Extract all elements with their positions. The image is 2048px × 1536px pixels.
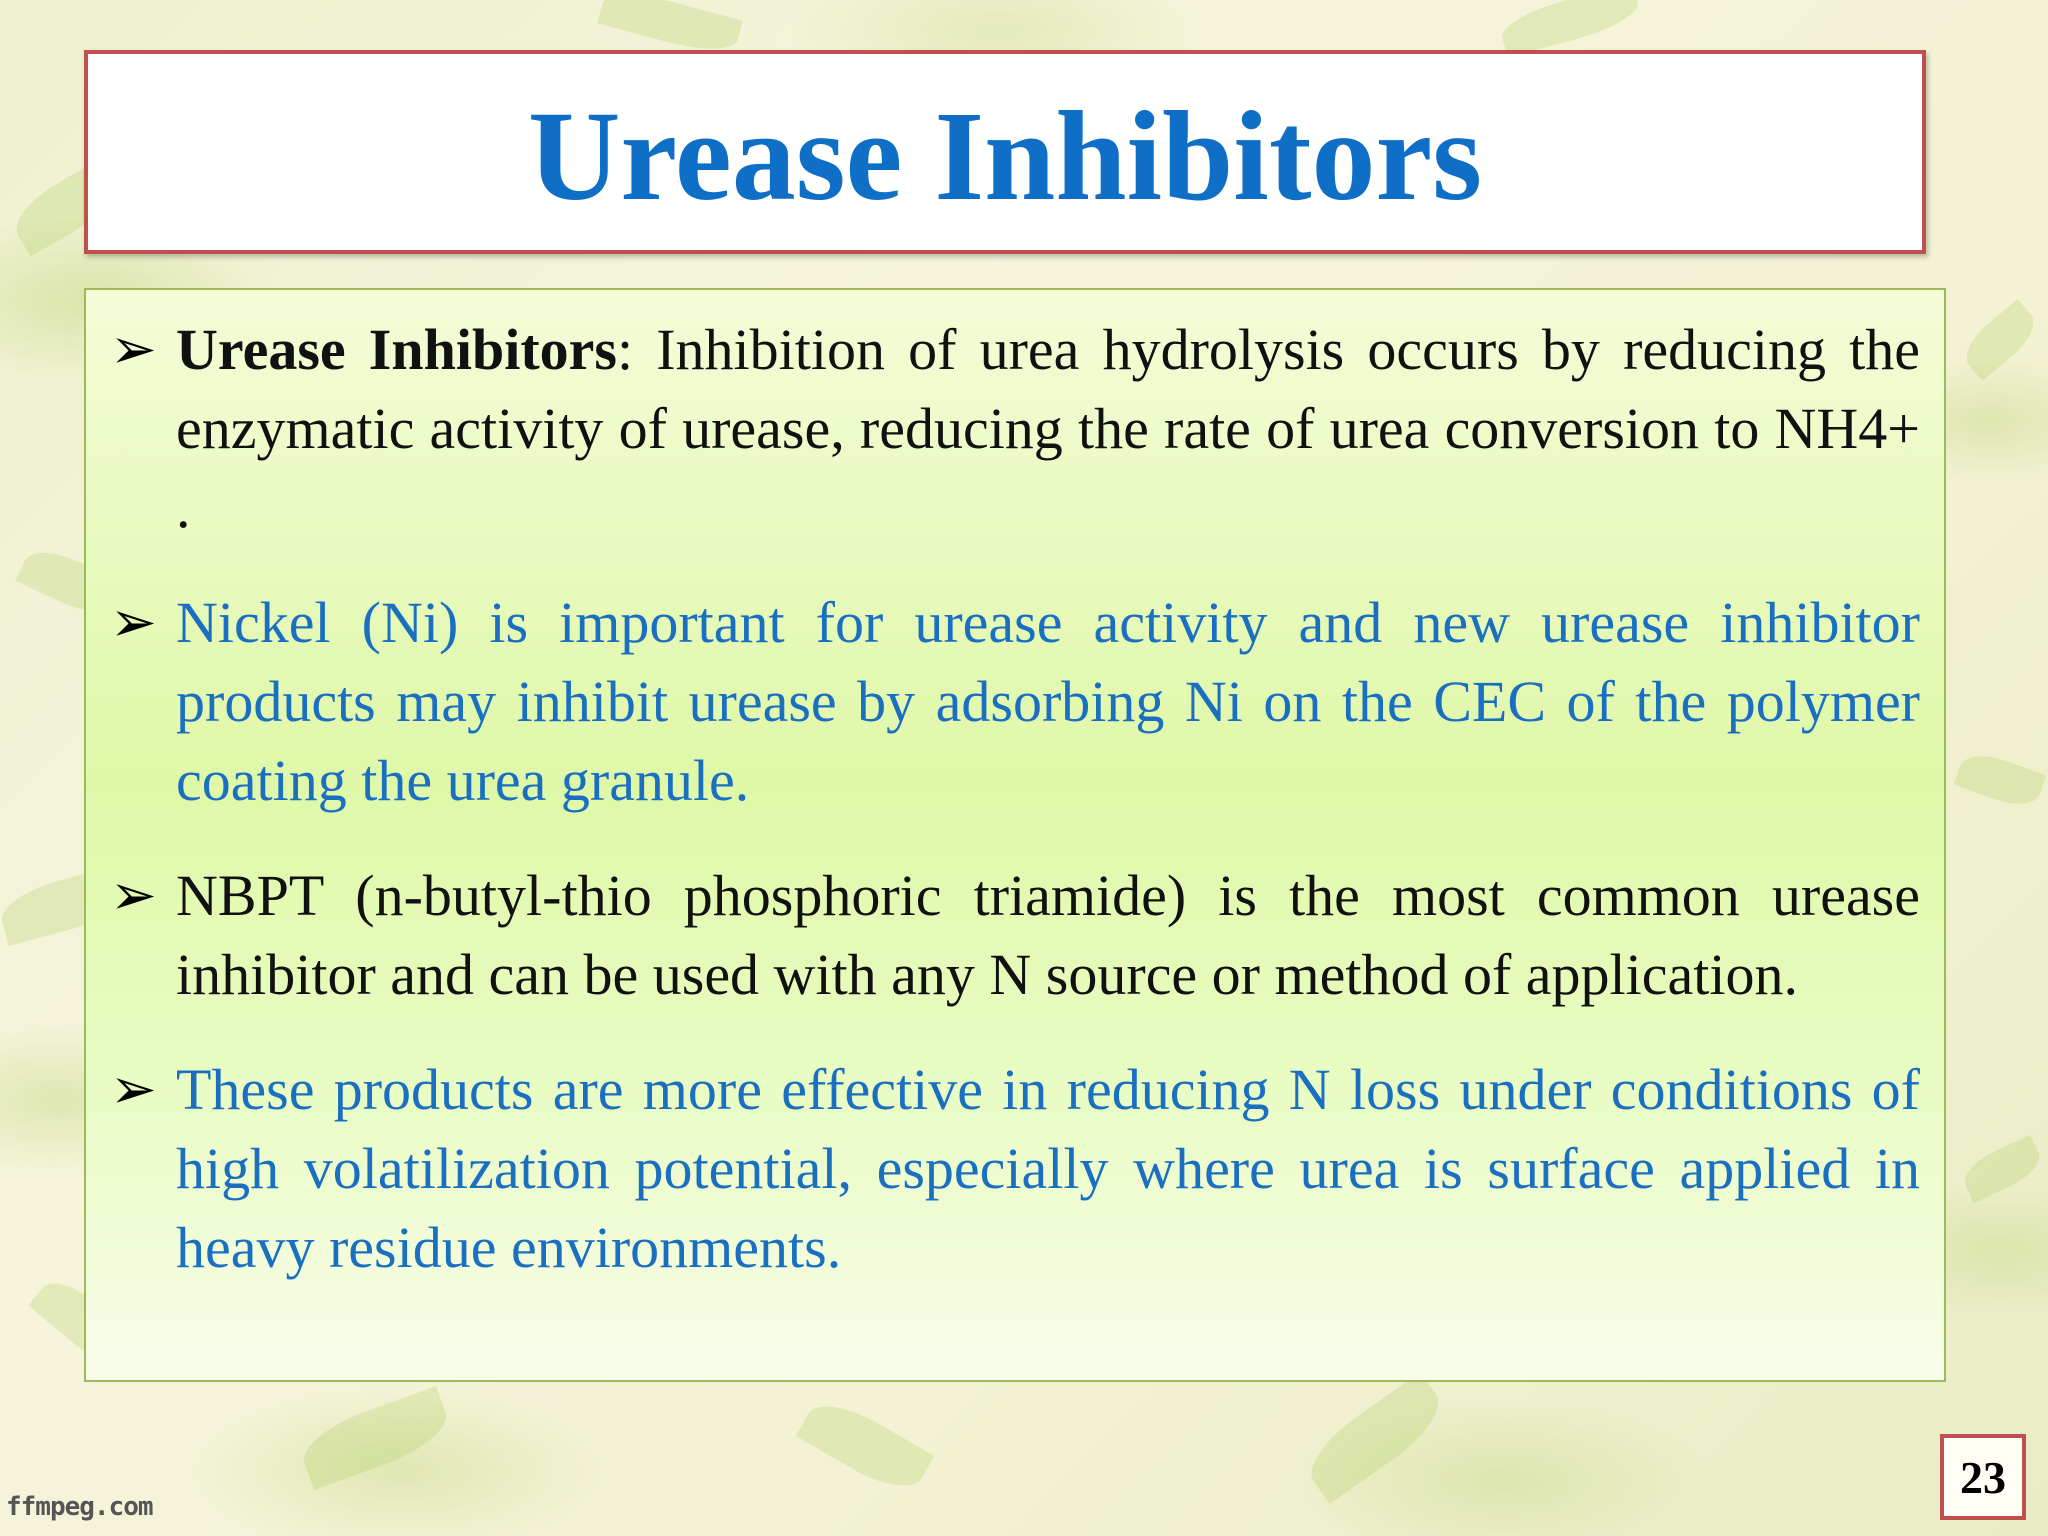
bullet-item	[110, 1050, 1920, 1287]
bullet-body: : Inhibition of urea hydrolysis occurs by reducing the enzymatic activity of urease, reducing the rate of urea conversion to NH4+ .	[176, 317, 1920, 540]
background-leaf	[796, 1391, 935, 1501]
slide-title: Urease Inhibitors	[527, 85, 1483, 227]
bullet-text: These products are more effective in reducing N loss under conditions of high volatilization potential, especially where urea is surface applied in heavy residue environments.	[176, 1057, 1920, 1280]
bullet-text: NBPT (n-butyl-thio phosphoric triamide) is the most common urease inhibitor and can be used with any N source or method of application.	[176, 863, 1920, 1007]
background-leaf	[1954, 747, 2047, 813]
background-leaf	[1957, 299, 2044, 381]
background-leaf	[1298, 1372, 1453, 1504]
title-box	[84, 50, 1926, 254]
arrow-bullet-icon: ➢	[110, 590, 157, 655]
bullet-text: Nickel (Ni) is important for urease activity and new urease inhibitor products may inhibit urease by adsorbing Ni on the CEC of the polymer coating the urea granule.	[176, 590, 1920, 813]
watermark-logo: ffmpeg.com	[6, 1492, 153, 1522]
arrow-bullet-icon: ➢	[110, 317, 157, 382]
arrow-bullet-icon: ➢	[110, 863, 157, 928]
content-box	[84, 288, 1946, 1382]
bullet-lead: Urease Inhibitors	[176, 317, 617, 382]
background-leaf	[1497, 0, 1643, 57]
background-leaf	[1958, 1135, 2047, 1203]
background-leaf	[295, 1386, 455, 1490]
bullet-item	[110, 310, 1920, 547]
bullet-text	[176, 310, 1920, 547]
page-number: 23	[1940, 1434, 2026, 1520]
arrow-bullet-icon: ➢	[110, 1057, 157, 1122]
bullet-item	[110, 583, 1920, 820]
bullet-item	[110, 856, 1920, 1014]
